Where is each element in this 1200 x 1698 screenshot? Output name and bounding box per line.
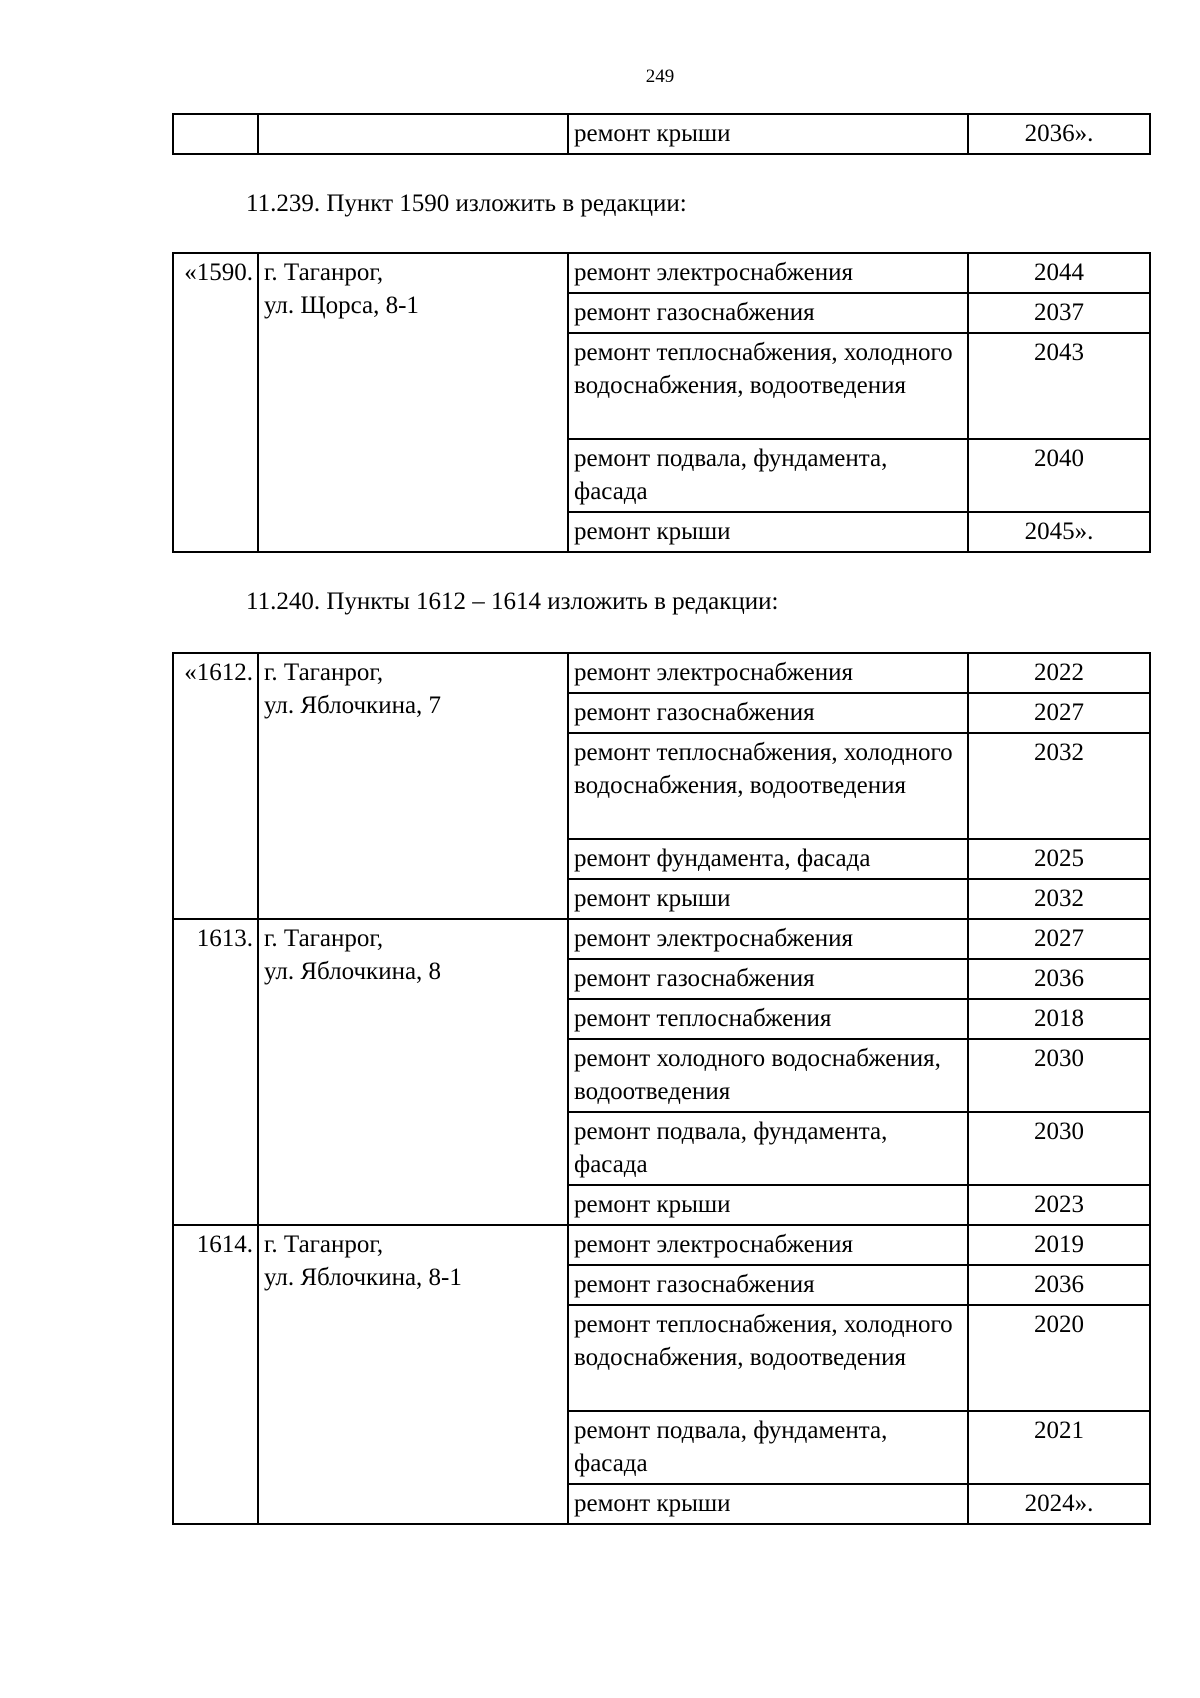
work-cell: ремонт электроснабжения (568, 253, 968, 293)
work-cell: ремонт крыши (568, 114, 968, 154)
item-number-cell (173, 114, 258, 154)
page-number: 249 (645, 66, 675, 87)
work-cell: ремонт газоснабжения (568, 693, 968, 733)
year-cell: 2019 (968, 1225, 1150, 1265)
address-street: ул. Щорса, 8-1 (264, 292, 419, 319)
item-number-cell: «1612. (173, 653, 258, 919)
work-cell: ремонт подвала, фундамента, фасада (568, 1112, 968, 1185)
address-city: г. Таганрог, (264, 659, 384, 686)
year-cell: 2030 (968, 1039, 1150, 1112)
year-cell: 2022 (968, 653, 1150, 693)
year-cell: 2043 (968, 333, 1150, 439)
address-city: г. Таганрог, (264, 925, 384, 952)
year-cell: 2037 (968, 293, 1150, 333)
work-cell: ремонт теплоснабжения, холодного водоснабжения, водоотведения (568, 333, 968, 439)
address-cell (258, 919, 568, 1225)
work-cell: ремонт крыши (568, 1484, 968, 1524)
work-cell: ремонт холодного водоснабжения, водоотведения (568, 1039, 968, 1112)
year-cell: 2036 (968, 959, 1150, 999)
year-cell: 2020 (968, 1305, 1150, 1411)
year-cell: 2025 (968, 839, 1150, 879)
year-cell: 2030 (968, 1112, 1150, 1185)
work-cell: ремонт крыши (568, 1185, 968, 1225)
work-cell: ремонт теплоснабжения, холодного водоснабжения, водоотведения (568, 1305, 968, 1411)
table-row (173, 919, 1150, 959)
work-cell: ремонт электроснабжения (568, 653, 968, 693)
work-cell: ремонт теплоснабжения (568, 999, 968, 1039)
work-cell: ремонт газоснабжения (568, 293, 968, 333)
address-cell (258, 1225, 568, 1524)
work-cell: ремонт газоснабжения (568, 1265, 968, 1305)
year-cell: 2024». (968, 1484, 1150, 1524)
year-cell: 2023 (968, 1185, 1150, 1225)
year-cell: 2036 (968, 1265, 1150, 1305)
table-row (173, 253, 1150, 293)
year-cell: 2044 (968, 253, 1150, 293)
address-cell (258, 114, 568, 154)
continuation-table (172, 113, 1151, 155)
item-number-cell: 1614. (173, 1225, 258, 1524)
work-cell: ремонт теплоснабжения, холодного водоснабжения, водоотведения (568, 733, 968, 839)
year-cell: 2045». (968, 512, 1150, 552)
work-cell: ремонт фундамента, фасада (568, 839, 968, 879)
address-cell (258, 253, 568, 552)
item-number-cell: 1613. (173, 919, 258, 1225)
year-cell: 2027 (968, 919, 1150, 959)
table-row (173, 1225, 1150, 1265)
work-cell: ремонт газоснабжения (568, 959, 968, 999)
address-street: ул. Яблочкина, 8 (264, 958, 442, 985)
address-street: ул. Яблочкина, 7 (264, 692, 442, 719)
item-number-cell: «1590. (173, 253, 258, 552)
section-heading-11-239: 11.239. Пункт 1590 изложить в редакции: (246, 190, 687, 217)
work-cell: ремонт электроснабжения (568, 919, 968, 959)
year-cell: 2021 (968, 1411, 1150, 1484)
work-cell: ремонт подвала, фундамента, фасада (568, 1411, 968, 1484)
work-cell: ремонт подвала, фундамента, фасада (568, 439, 968, 512)
address-cell (258, 653, 568, 919)
year-cell: 2027 (968, 693, 1150, 733)
year-cell: 2040 (968, 439, 1150, 512)
table-row (173, 653, 1150, 693)
table-row (173, 114, 1150, 154)
items-1612-1614-table (172, 652, 1151, 1525)
address-city: г. Таганрог, (264, 259, 384, 286)
section-heading-11-240: 11.240. Пункты 1612 – 1614 изложить в редакции: (246, 588, 779, 615)
year-cell: 2032 (968, 733, 1150, 839)
year-cell: 2018 (968, 999, 1150, 1039)
work-cell: ремонт крыши (568, 879, 968, 919)
year-cell: 2036». (968, 114, 1150, 154)
year-cell: 2032 (968, 879, 1150, 919)
work-cell: ремонт электроснабжения (568, 1225, 968, 1265)
work-cell: ремонт крыши (568, 512, 968, 552)
address-street: ул. Яблочкина, 8-1 (264, 1264, 462, 1291)
address-city: г. Таганрог, (264, 1231, 384, 1258)
item-1590-table (172, 252, 1151, 553)
